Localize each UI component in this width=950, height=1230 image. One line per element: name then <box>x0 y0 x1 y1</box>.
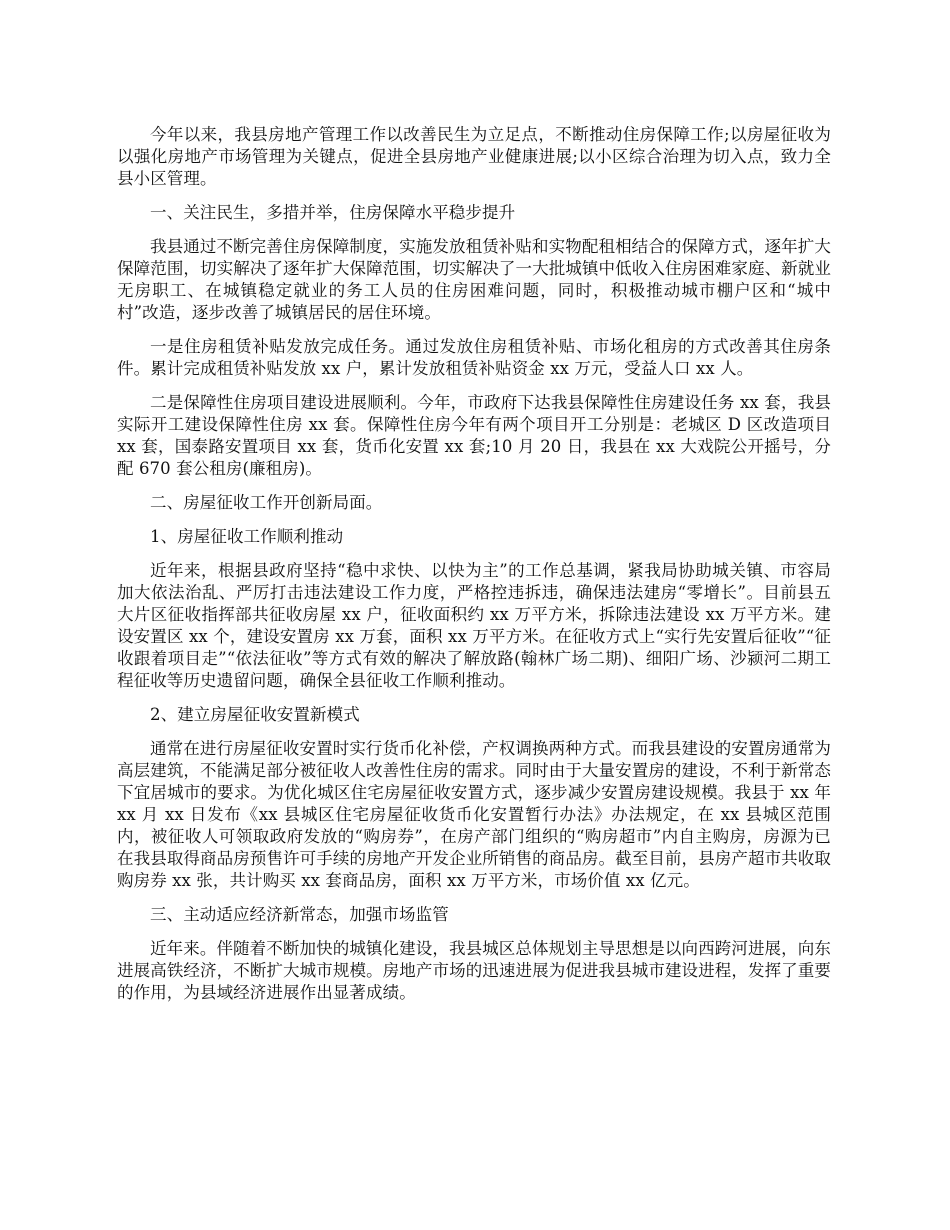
subsection-2-2-heading: 2、建立房屋征收安置新模式 <box>150 705 360 724</box>
subsection-2-1-paragraph: 近年来，根据县政府坚持“稳中求快、以快为主”的工作总基调，紧我局协助城关镇、市容局加大依法治乱、严厉打击违法建设工作力度，严格控违拆违，确保违法建房“零增长”。目前县五大片区征收指挥部共征收房屋 xx 户，征收面积约 xx 万平方米，拆除违法建设 xx 万平方米。建设安置区 xx 个，建设安置房 xx 万套，面积 xx 万平方米。在征收方式上“实行先安置后征收”“征收跟着项目走”“依法征收”等方式有效的解决了解放路(翰林广场二期)、细阳广场、沙颍河二期工程征收等历史遗留问题，确保全县征收工作顺利推动。 <box>117 561 831 690</box>
section-1-paragraph: 我县通过不断完善住房保障制度，实施发放租赁补贴和实物配租相结合的保障方式，逐年扩大保障范围，切实解决了逐年扩大保障范围，切实解决了一大批城镇中低收入住房困难家庭、新就业无房职工、在城镇稳定就业的务工人员的住房困难问题，同时，积极推动城市棚户区和“城中村”改造，逐步改善了城镇居民的居住环境。 <box>117 237 831 322</box>
intro-paragraph: 今年以来，我县房地产管理工作以改善民生为立足点，不断推动住房保障工作;以房屋征收为以强化房地产市场管理为关键点，促进全县房地产业健康进展;以小区综合治理为切入点，致力全县小区管理。 <box>117 125 831 188</box>
subsection-2-1-heading: 1、房屋征收工作顺利推动 <box>150 527 344 546</box>
section-2-heading: 二、房屋征收工作开创新局面。 <box>150 493 383 512</box>
subsection-2-2-paragraph: 通常在进行房屋征收安置时实行货币化补偿，产权调换两种方式。而我县建设的安置房通常为高层建筑，不能满足部分被征收人改善性住房的需求。同时由于大量安置房的建设，不利于新常态下宜居城市的要求。为优化城区住宅房屋征收安置方式，逐步减少安置房建设规模。我县于 xx 年 xx 月 xx 日发布《xx 县城区住宅房屋征收货币化安置暂行办法》办法规定，在 xx 县城区范围内，被征收人可领取政府发放的“购房券”，在房产部门组织的“购房超市”内自主购房，房源为已在我县取得商品房预售许可手续的房地产开发企业所销售的商品房。截至目前，县房产超市共收取购房券 xx 张，共计购买 xx 套商品房，面积 xx 万平方米，市场价值 xx 亿元。 <box>117 739 831 890</box>
rent-subsidy-paragraph: 一是住房租赁补贴发放完成任务。通过发放住房租赁补贴、市场化租房的方式改善其住房条件。累计完成租赁补贴发放 xx 户，累计发放租赁补贴资金 xx 万元，受益人口 xx 人。 <box>117 337 831 378</box>
section-3-paragraph: 近年来。伴随着不断加快的城镇化建设，我县城区总体规划主导思想是以向西跨河进展，向东进展高铁经济，不断扩大城市规模。房地产市场的迅速进展为促进我县城市建设进程，发挥了重要的作用，为县域经济进展作出显著成绩。 <box>117 939 831 1002</box>
section-3-heading: 三、主动适应经济新常态，加强市场监管 <box>150 905 449 924</box>
section-1-heading: 一、关注民生，多措并举，住房保障水平稳步提升 <box>150 203 516 222</box>
document-body <box>117 124 831 1016</box>
affordable-housing-paragraph: 二是保障性住房项目建设进展顺利。今年，市政府下达我县保障性住房建设任务 xx 套，我县实际开工建设保障性住房 xx 套。保障性住房今年有两个项目开工分别是：老城区 D 区改造项目 xx 套，国泰路安置项目 xx 套，货币化安置 xx 套;10 月 20 日，我县在 xx 大戏院公开摇号，分配 670 套公租房(廉租房)。 <box>117 393 831 478</box>
